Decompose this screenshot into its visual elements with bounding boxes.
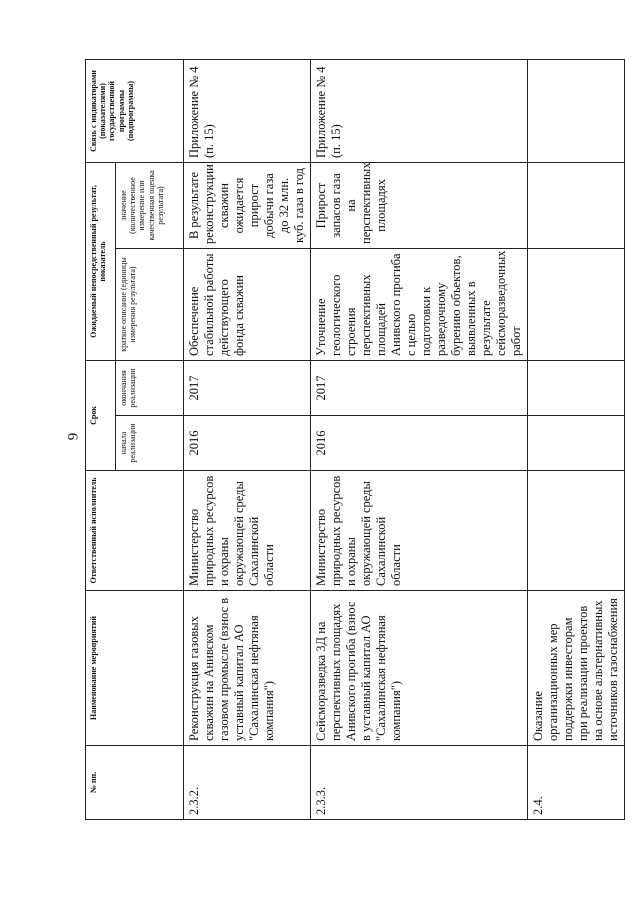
header-result-desc: краткое описание (единицы измерения результата) [116, 249, 184, 361]
table-row [184, 59, 311, 819]
row-result-value: Прирост запасов газа на перспективных площадях [311, 162, 528, 248]
header-result: Ожидаемый непосредственный результат, показатель [86, 162, 116, 360]
header-link: Связь с индикаторами (показателями) государственной программы (подпрограммы) [86, 59, 184, 162]
row-num: 2.3.3. [311, 746, 528, 820]
header-term-start: начала реализации [116, 416, 184, 471]
activities-table [85, 59, 625, 820]
table-row [528, 59, 625, 819]
row-result-desc: Уточнение геологического строения перспективных площадей Анивского прогиба с целью подготовки к разведочному бурению объектов, выявленных в результате сейсморазведочных работ [311, 249, 528, 361]
row-result-desc: Обеспечение стабильной работы действующего фонда скважин [184, 249, 311, 361]
row-result-value [528, 162, 625, 248]
row-start: 2016 [311, 416, 528, 471]
row-name: Сейсморазведка 3Д на перспективных площадях Анивского прогиба (взнос в уставный капитал АО "Сахалинская нефтяная компания") [311, 591, 528, 746]
row-link: Приложение № 4 (п. 15) [311, 59, 528, 162]
row-result-desc [528, 249, 625, 361]
row-end: 2017 [311, 361, 528, 416]
header-term-end: окончания реализации [116, 361, 184, 416]
row-link [528, 59, 625, 162]
header-name: Наименование мероприятий [86, 591, 184, 746]
row-result-value: В результате реконструкции скважин ожидается прирост добычи газа до 32 млн. куб. газа в год [184, 162, 311, 248]
row-start: 2016 [184, 416, 311, 471]
row-num: 2.4. [528, 746, 625, 820]
header-term: Срок [86, 361, 116, 471]
rotated-table-container [85, 60, 620, 820]
row-name: Оказание организационных мер поддержки инвесторам при реализации проектов на основе альтернативных источников газоснабжения [528, 591, 625, 746]
page-number: 9 [65, 432, 82, 441]
header-num: № пп. [86, 746, 184, 820]
row-name: Реконструкция газовых скважин на Анивском газовом промысле (взнос в уставный капитал АО "Сахалинская нефтяная компания") [184, 591, 311, 746]
row-start [528, 416, 625, 471]
row-executor: Министерство природных ресурсов и охраны окружающей среды Сахалинской области [311, 471, 528, 591]
row-link: Приложение № 4 (п. 15) [184, 59, 311, 162]
row-end [528, 361, 625, 416]
header-executor: Ответственный исполнитель [86, 471, 184, 591]
row-end: 2017 [184, 361, 311, 416]
row-executor [528, 471, 625, 591]
row-num: 2.3.2. [184, 746, 311, 820]
table-row [311, 59, 528, 819]
header-result-value: значение (количественное измерение или качественная оценка результата) [116, 162, 184, 248]
row-executor: Министерство природных ресурсов и охраны окружающей среды Сахалинской области [184, 471, 311, 591]
